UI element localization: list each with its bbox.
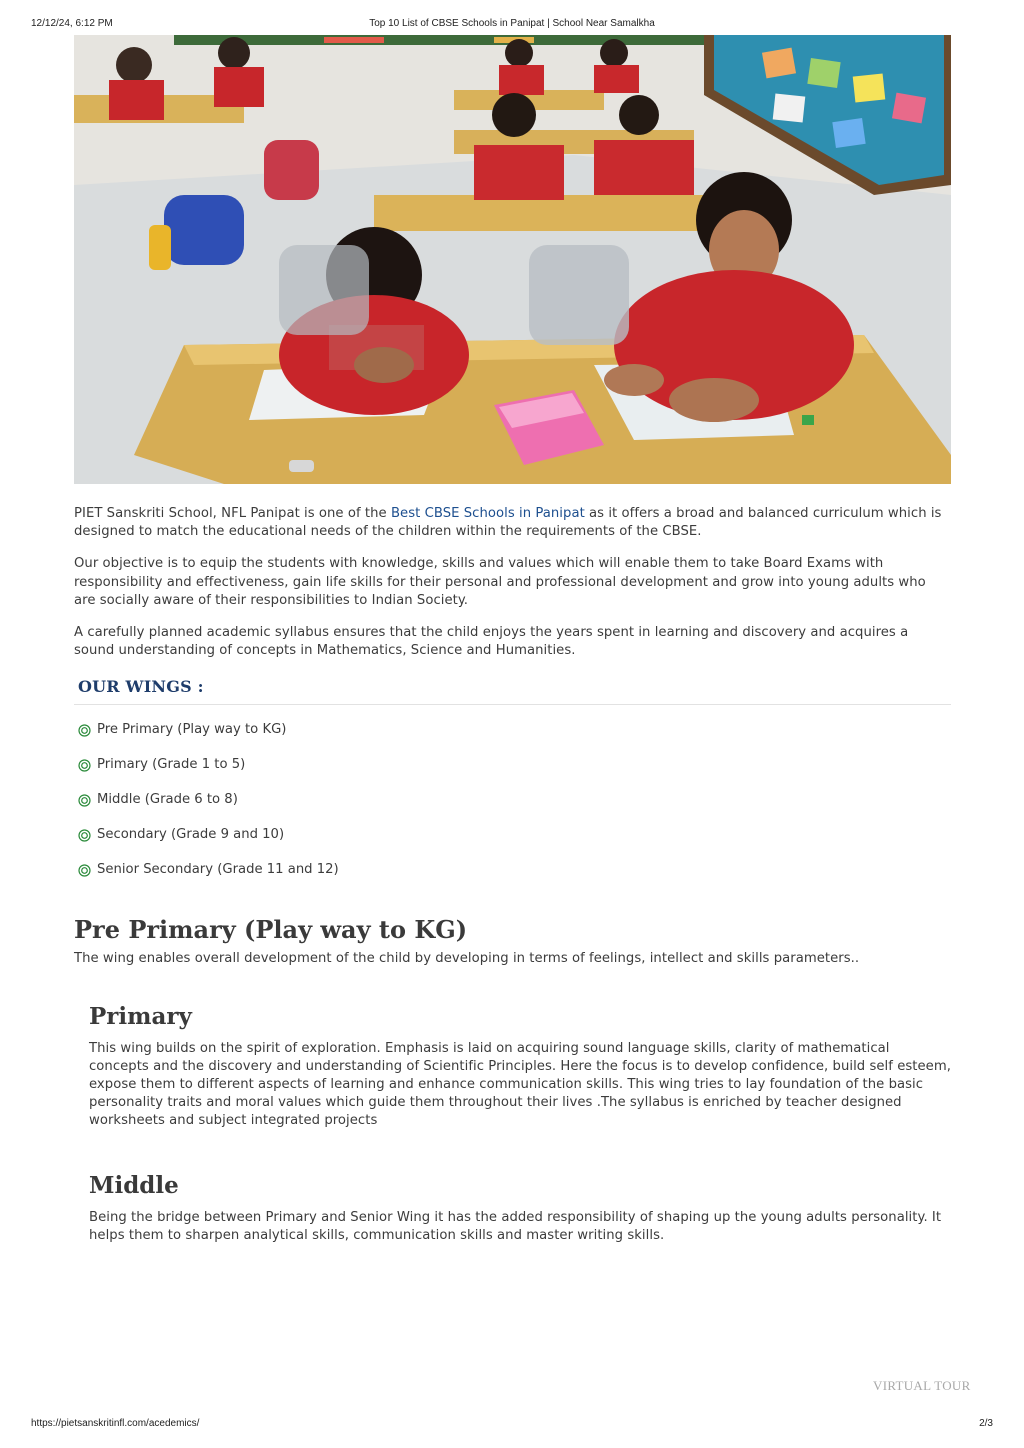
target-bullet-icon [78, 829, 91, 842]
list-item [74, 757, 951, 792]
print-url: https://pietsanskritinfl.com/acedemics/ [31, 1418, 200, 1429]
intro-paragraph-1: PIET Sanskriti School, NFL Panipat is one of the Best CBSE Schools in Panipat as it offers a broad and balanced curriculum which is designed to match the educational needs of the children within the requirements of the CBSE. [74, 506, 942, 540]
target-bullet-icon [78, 864, 91, 877]
middle-title: Middle [89, 1171, 179, 1199]
wing-item-label: Pre Primary (Play way to KG) [97, 722, 287, 738]
classroom-photo [74, 35, 951, 484]
middle-section [74, 1172, 951, 1245]
print-page-title: Top 10 List of CBSE Schools in Panipat | School Near Samalkha [369, 18, 655, 29]
pre-primary-title: Pre Primary (Play way to KG) [74, 915, 468, 945]
intro-paragraph-3: A carefully planned academic syllabus ensures that the child enjoys the years spent in learning and discovery and acquires a sound understanding of concepts in Mathematics, Science and Humanities. [74, 625, 909, 659]
main-content [74, 505, 951, 1259]
intro-paragraph-2: Our objective is to equip the students with knowledge, skills and values which will enable them to take Board Exams with responsibility and effectiveness, gain life skills for their personal and professional development and grow into young adults who are socially aware of their responsibilities to Indian Society. [74, 556, 926, 608]
print-datetime: 12/12/24, 6:12 PM [31, 18, 113, 29]
print-page-number: 2/3 [979, 1418, 993, 1429]
target-bullet-icon [78, 794, 91, 807]
print-header [0, 18, 1024, 32]
list-item [74, 827, 951, 862]
wing-item-label: Senior Secondary (Grade 11 and 12) [97, 862, 339, 878]
wing-item-label: Middle (Grade 6 to 8) [97, 792, 238, 808]
wing-item-label: Secondary (Grade 9 and 10) [97, 827, 285, 843]
primary-text: This wing builds on the spirit of exploration. Emphasis is laid on acquiring sound language skills, clarity of mathematical concepts and the discovery and understanding of Scientific Principles. Here the focus is to develop confidence, build self esteem, expose them to different aspects of learning and enhance communication skills. This wing tries to lay foundation of the basic personality traits and moral values which guide them throughout their lives .The syllabus is enriched by teacher designed worksheets and subject integrated projects [89, 1040, 951, 1129]
wings-list [74, 722, 951, 897]
target-bullet-icon [78, 724, 91, 737]
list-item [74, 862, 951, 897]
pre-primary-text: The wing enables overall development of the child by developing in terms of feelings, intellect and skills parameters.. [74, 951, 860, 967]
list-item [74, 722, 951, 757]
virtual-tour-link[interactable]: VIRTUAL TOUR [873, 1378, 971, 1393]
primary-section [74, 1003, 951, 1131]
primary-title: Primary [89, 1002, 192, 1030]
divider [74, 704, 951, 705]
wing-item-label: Primary (Grade 1 to 5) [97, 757, 246, 773]
our-wings-heading: OUR WINGS : [78, 677, 204, 697]
target-bullet-icon [78, 759, 91, 772]
middle-text: Being the bridge between Primary and Senior Wing it has the added responsibility of shaping up the young adults personality. It helps them to sharpen analytical skills, communication skills and master writing skills. [89, 1209, 942, 1243]
best-cbse-schools-link[interactable]: Best CBSE Schools in Panipat [390, 506, 585, 521]
print-footer [0, 1418, 1024, 1432]
list-item [74, 792, 951, 827]
